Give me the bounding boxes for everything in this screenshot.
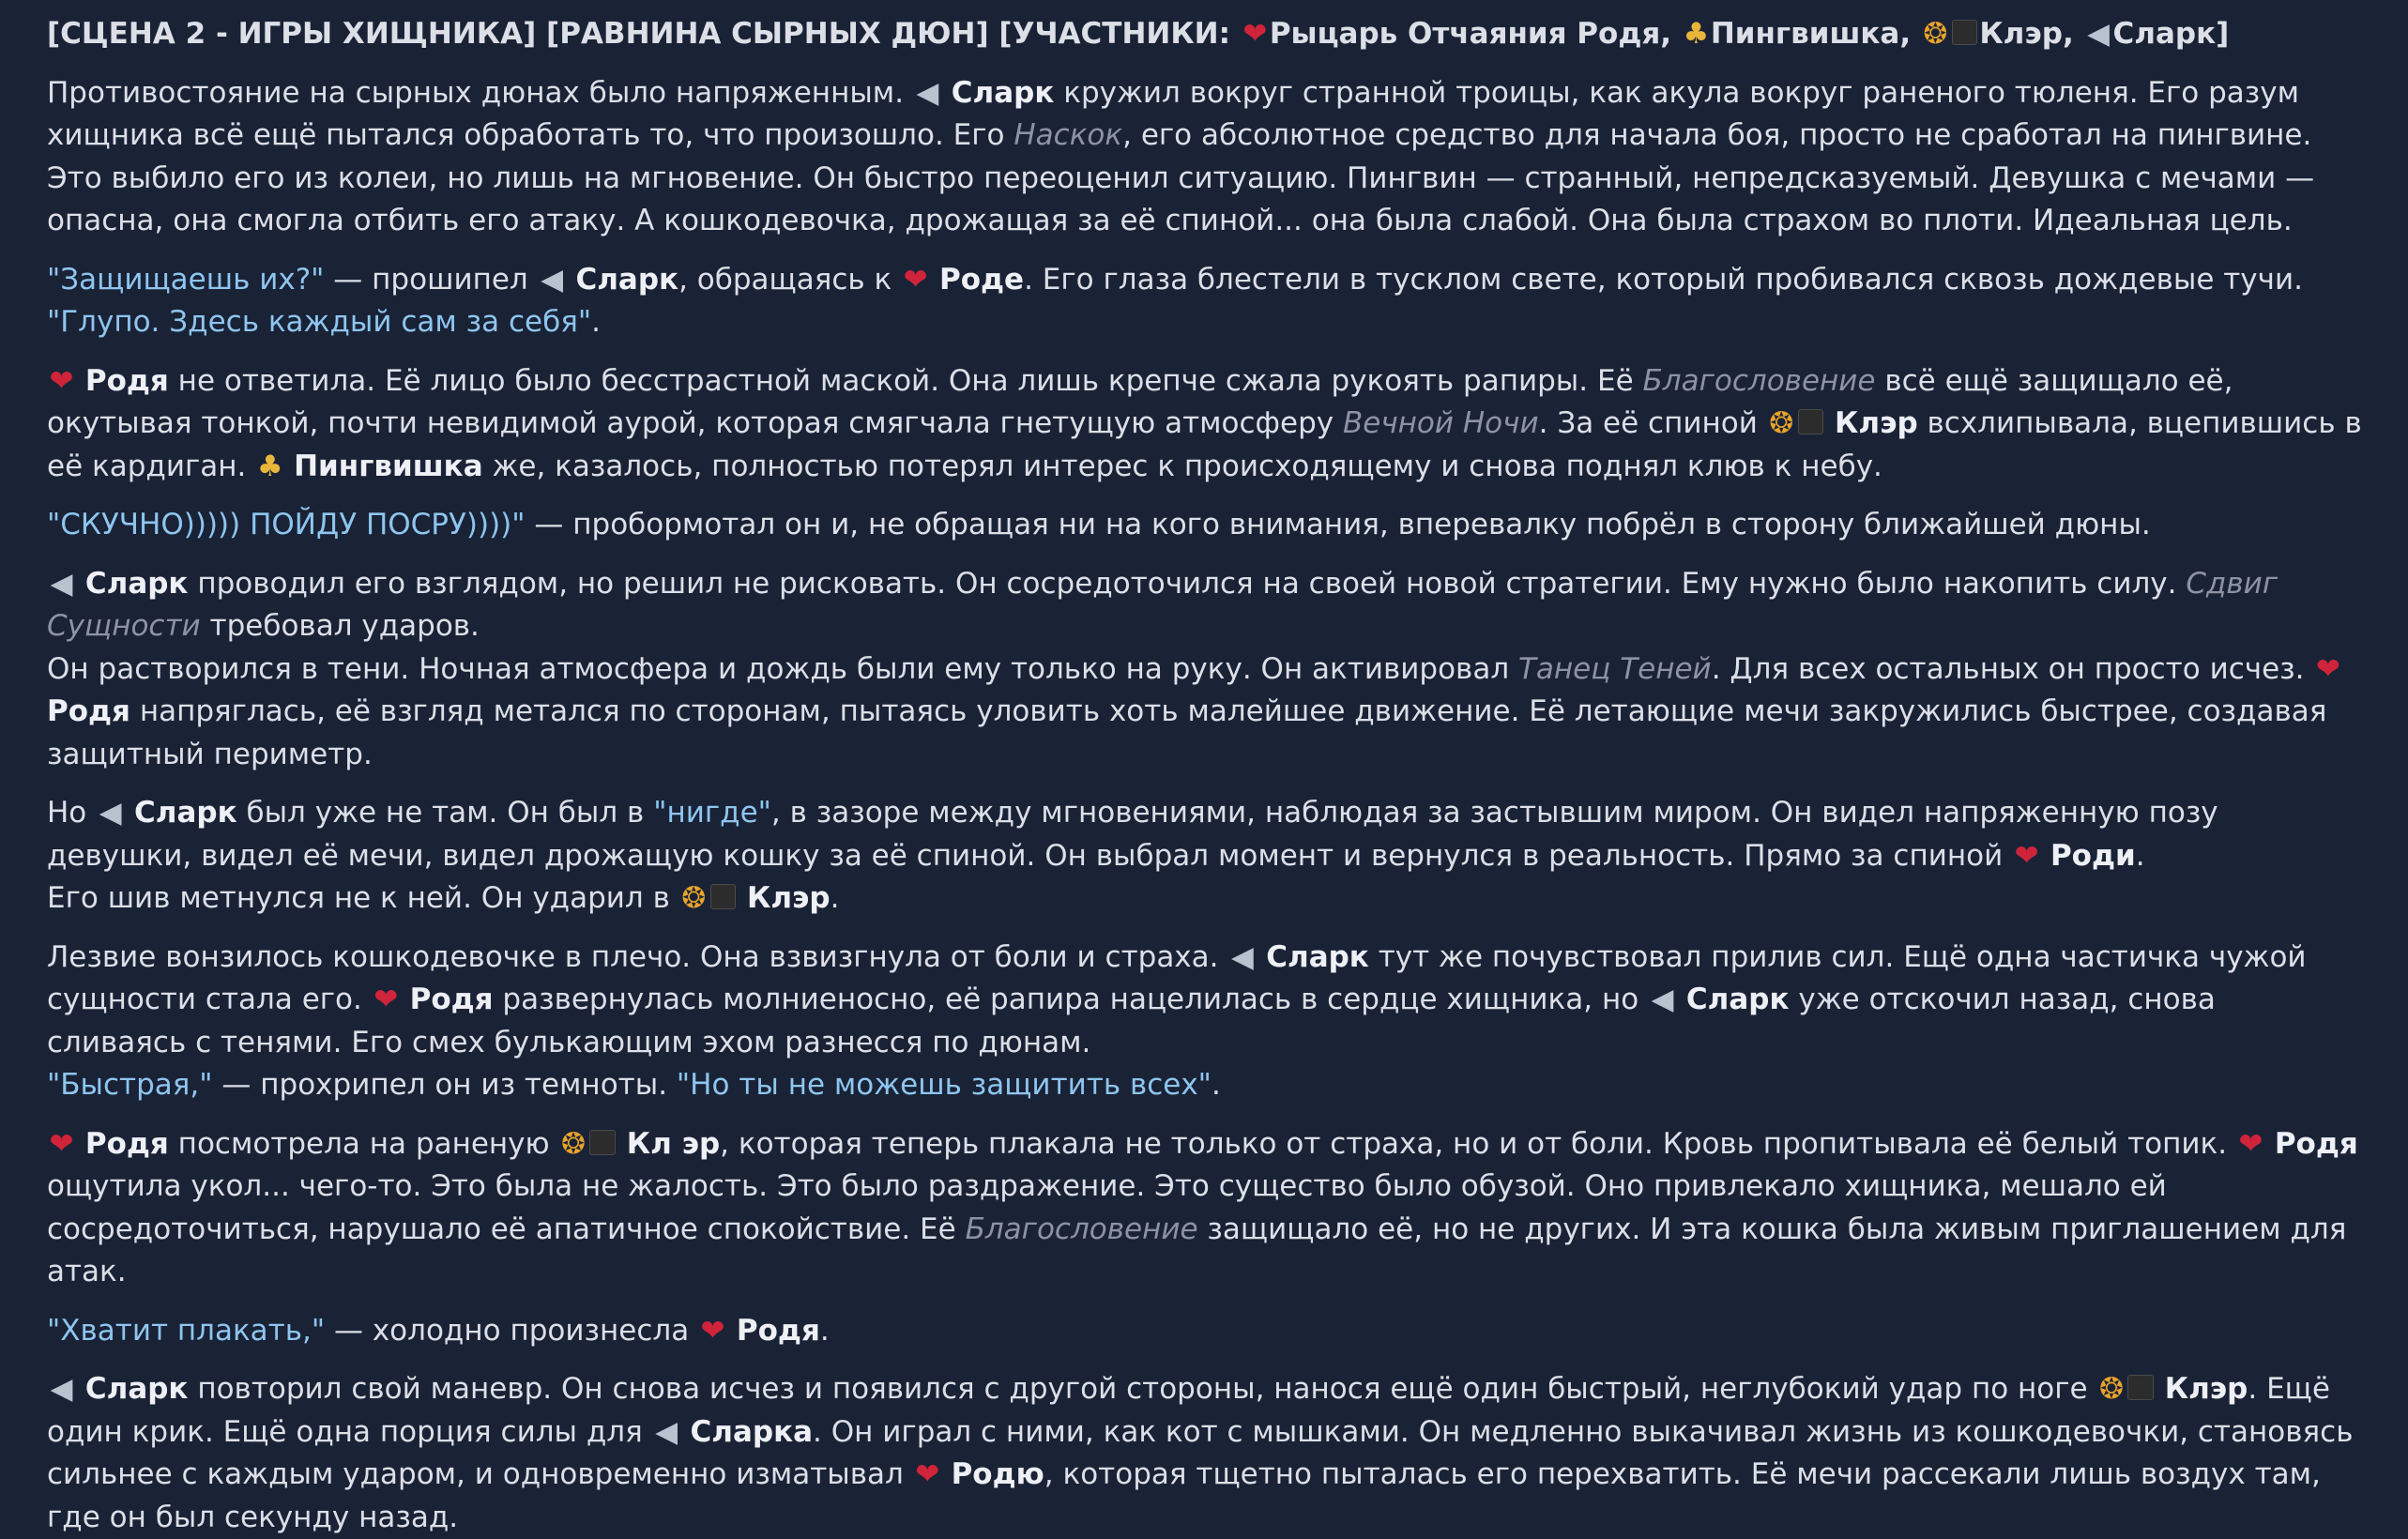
broken-heart-icon: ❤︎ (2014, 838, 2039, 873)
text-segment: Его шив метнулся не к ней. Он ударил в (47, 881, 679, 915)
text-segment: повторил свой маневр. Он снова исчез и появился с другой стороны, нанося ещё один быстрый, неглубокий удар по ноге (188, 1372, 2097, 1406)
text-segment: Лезвие вонзилось кошкодевочке в плечо. Она взвизгнула от боли и страха. (47, 939, 1228, 974)
character-name: Клэр (2164, 1372, 2248, 1406)
character-name: Сларк (84, 566, 189, 601)
broken-heart-icon: ❤︎ (2315, 651, 2340, 686)
broken-heart-icon: ❤︎ (915, 1457, 940, 1491)
penguin-icon: ♣ (256, 449, 283, 483)
black-square-icon (1798, 409, 1823, 434)
character-name: Роди (2050, 838, 2136, 873)
black-square-icon (2127, 1375, 2153, 1400)
text-segment: . (819, 1313, 830, 1348)
shark-icon: ◀ (541, 262, 564, 297)
story-paragraph (47, 72, 2363, 243)
text-segment: тут же почувствовал прилив сил. Ещё одна частичка чужой сущности стала его. (47, 939, 2307, 1016)
broken-heart-icon: ❤︎ (49, 363, 74, 398)
text-segment: ощутила укол... чего-то. Это была не жалость. Это было раздражение. Это существо было обузой. Оно привлекало хищника, мешало ей сосредоточиться, нарушало её апатичное спокойствие. Её (47, 1169, 2167, 1246)
black-square-icon (589, 1130, 615, 1155)
text-segment: . (830, 881, 840, 915)
text-segment: — холодно произнесла (325, 1313, 699, 1348)
shark-icon: ◀ (2087, 17, 2110, 51)
character-name: Родя (84, 363, 169, 398)
text-segment: . (591, 305, 601, 339)
text-segment: . Для всех остальных он просто исчез. (1711, 651, 2314, 686)
skill-name: Благословение (1642, 363, 1876, 398)
penguin-icon: ♣ (1683, 17, 1710, 51)
text-segment: , обращаясь к (678, 262, 902, 297)
character-name: Клэр (746, 881, 831, 915)
text-segment: , которая тщетно пыталась его перехватить. Её мечи рассекали лишь воздух там, где он был секунду назад. (47, 1457, 2321, 1534)
character-name: Кл эр (626, 1126, 721, 1161)
black-square-icon (1952, 20, 1977, 45)
text-segment: Сларк] (2112, 17, 2230, 51)
text-segment: Но (47, 796, 97, 830)
story-paragraph (47, 360, 2363, 489)
story-paragraph (47, 1368, 2363, 1539)
text-segment: напряглась, её взгляд метался по сторонам, пытаясь уловить хоть малейшее движение. Её летающие мечи закружились быстрее, создавая защитный периметр. (47, 694, 2327, 771)
cat-icon: ❂ (681, 881, 707, 915)
shark-icon: ◀ (50, 1372, 73, 1406)
dialogue-quote: "Но ты не можешь защитить всех" (676, 1068, 1212, 1102)
character-name: Сларк (575, 262, 679, 297)
story-paragraph (47, 504, 2363, 547)
dialogue-quote: "Хватит плакать," (47, 1313, 326, 1348)
cat-icon: ❂ (2098, 1372, 2124, 1406)
text-segment: — пробормотал он и, не обращая ни на кого внимания, вперевалку побрёл в сторону ближайшей дюны. (525, 508, 2151, 541)
skill-name: Сдвиг Сущности (47, 566, 2278, 643)
text-segment: . (1211, 1068, 1221, 1102)
text-segment: требовал ударов. (200, 609, 480, 643)
broken-heart-icon: ❤︎ (373, 983, 399, 1016)
character-name: Сларк (951, 75, 1055, 110)
text-segment: . (2135, 838, 2145, 873)
text-segment: уже отскочил назад, снова сливаясь с тенями. Его смех булькающим эхом разнесся по дюнам. (47, 983, 2216, 1059)
character-name: Сларк (84, 1372, 189, 1406)
story-paragraph (47, 563, 2363, 777)
text-segment: Противостояние на сырных дюнах было напряженным. (47, 75, 913, 110)
broken-heart-icon: ❤︎ (1242, 17, 1268, 51)
story-paragraph (47, 259, 2363, 344)
text-segment: развернулась молниеносно, её рапира нацелилась в сердце хищника, но (493, 983, 1649, 1016)
text-segment: . Он играл с ними, как кот с мышками. Он медленно выкачивал жизнь из кошкодевочки, становясь сильнее с каждым ударом, и одновременно изматывал (47, 1414, 2354, 1491)
text-segment: кружил вокруг странной троицы, как акула вокруг раненого тюленя. Его разум хищника всё ещё пытался обработать то, что произошло. Его (47, 75, 2300, 152)
skill-name: Танец Теней (1517, 651, 1712, 686)
text-segment: посмотрела на раненую (168, 1126, 559, 1161)
character-name: Пингвишка (294, 449, 483, 483)
text-segment: , его абсолютное средство для начала боя, просто не сработал на пингвине. Это выбило его из колеи, но лишь на мгновение. Он быстро переоценил ситуацию. Пингвин — странный, непредсказуемый. Девушка с мечами — опасна, она смогла отбить его атаку. А кошкодевочка, дрожащая за её спиной... она была слабой. Она была страхом во плоти. Идеальная цель. (47, 118, 2315, 237)
text-segment: — прошипел (324, 262, 538, 297)
text-segment: всхлипывала, вцепившись в её кардиган. (47, 406, 2362, 483)
dialogue-quote: "СКУЧНО))))) ПОЙДУ ПОСРУ))))" (47, 508, 526, 541)
story-paragraph (47, 937, 2363, 1107)
text-segment: Клэр, (1979, 17, 2084, 51)
broken-heart-icon: ❤︎ (2238, 1126, 2263, 1161)
character-name: Родя (2274, 1126, 2358, 1161)
character-name: Родя (409, 983, 494, 1016)
character-name: Родя (84, 1126, 169, 1161)
character-name: Родя (736, 1313, 820, 1348)
broken-heart-icon: ❤︎ (49, 1126, 74, 1161)
text-segment: Рыцарь Отчаяния Родя, (1269, 17, 1682, 51)
shark-icon: ◀ (1651, 983, 1674, 1016)
text-segment: . Ещё один крик. Ещё одна порция силы для (47, 1372, 2330, 1449)
cat-icon: ❂ (1769, 406, 1794, 440)
character-name: Сларк (1266, 939, 1369, 974)
dialogue-quote: "Защищаешь их?" (47, 262, 325, 297)
dialogue-quote: "нигде" (653, 796, 771, 830)
text-segment: , которая теперь плакала не только от страха, но и от боли. Кровь пропитывала её белый топик. (720, 1126, 2236, 1161)
text-segment: всё ещё защищало её, окутывая тонкой, почти невидимой аурой, которая смягчала гнетущую атмосферу (47, 363, 2233, 440)
dialogue-quote: "Глупо. Здесь каждый сам за себя" (47, 305, 592, 339)
broken-heart-icon: ❤︎ (700, 1313, 725, 1348)
text-segment: , в зазоре между мгновениями, наблюдая за застывшим миром. Он видел напряженную позу девушки, видел её мечи, видел дрожащую кошку за её спиной. Он выбрал момент и вернулся в реальность. Прямо за спиной (47, 796, 2218, 873)
broken-heart-icon: ❤︎ (903, 262, 928, 297)
text-segment: был уже не там. Он был в (236, 796, 654, 830)
shark-icon: ◀ (50, 566, 73, 601)
character-name: Клэр (1835, 406, 1918, 440)
skill-name: Вечной Ночи (1342, 406, 1539, 440)
skill-name: Наскок (1013, 118, 1123, 152)
shark-icon: ◀ (1230, 939, 1254, 974)
text-segment: Он растворился в тени. Ночная атмосфера и дождь были ему только на руку. Он активировал (47, 651, 1518, 686)
shark-icon: ◀ (655, 1414, 678, 1449)
text-segment: [СЦЕНА 2 - ИГРЫ ХИЩНИКА] [РАВНИНА СЫРНЫХ ДЮН] [УЧАСТНИКИ: (47, 17, 1241, 51)
black-square-icon (710, 884, 736, 909)
text-segment: проводил его взглядом, но решил не рисковать. Он сосредоточился на своей новой стратегии. Ему нужно было накопить силу. (188, 566, 2187, 601)
story-paragraph (47, 1310, 2363, 1353)
text-segment: не ответила. Её лицо было бесстрастной маской. Она лишь крепче сжала рукоять рапиры. Её (168, 363, 1643, 398)
text-segment: . Его глаза блестели в тусклом свете, который пробивался сквозь дождевые тучи. (1024, 262, 2303, 297)
character-name: Сларка (690, 1414, 814, 1449)
character-name: Родю (951, 1457, 1044, 1491)
shark-icon: ◀ (99, 796, 122, 830)
character-name: Родя (47, 694, 130, 728)
story-paragraph (47, 1123, 2363, 1294)
dialogue-quote: "Быстрая," (47, 1068, 213, 1102)
text-segment: . За её спиной (1538, 406, 1767, 440)
cat-icon: ❂ (560, 1126, 586, 1161)
text-segment: же, казалось, полностью потерял интерес к происходящему и снова поднял клюв к небу. (482, 449, 1882, 483)
text-segment: — прохрипел он из темноты. (212, 1068, 677, 1102)
cat-icon: ❂ (1923, 17, 1948, 51)
scene-header (47, 13, 2363, 56)
character-name: Сларк (1685, 983, 1790, 1016)
shark-icon: ◀ (916, 75, 939, 110)
story-paragraph (47, 792, 2363, 921)
text-segment: Пингвишка, (1710, 17, 1921, 51)
character-name: Роде (939, 262, 1025, 297)
character-name: Сларк (134, 796, 237, 830)
text-segment: защищало её, но не других. И эта кошка была живым приглашением для атак. (47, 1211, 2347, 1288)
skill-name: Благословение (965, 1211, 1198, 1246)
